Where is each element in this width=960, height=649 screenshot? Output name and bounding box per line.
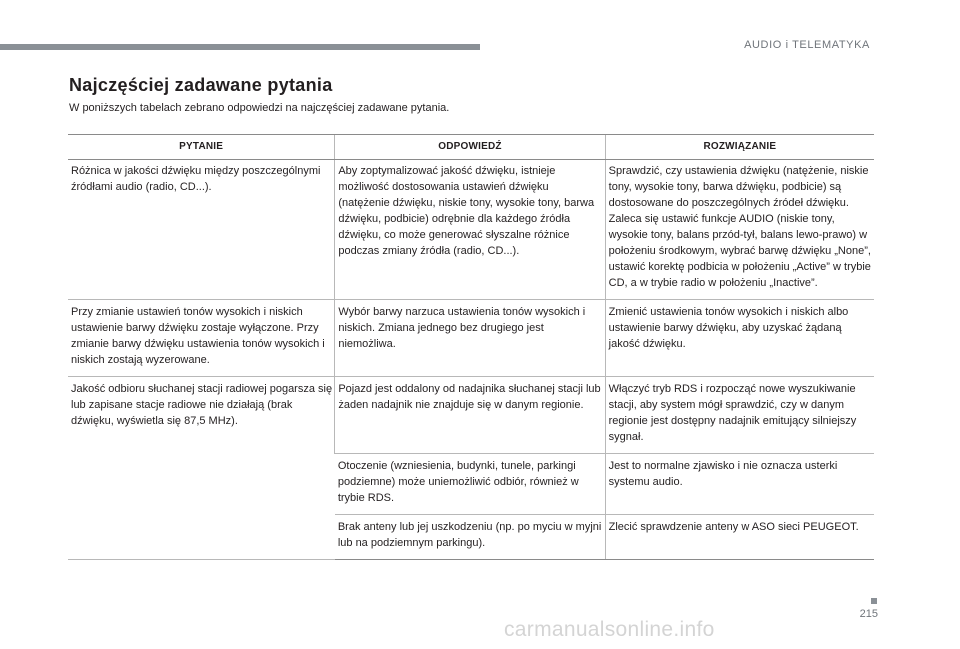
watermark: carmanualsonline.info [504,618,715,641]
table-row [68,300,874,377]
table-row [68,377,874,454]
header-rule [0,44,480,50]
column-header-solution: ROZWIĄZANIE [605,135,874,160]
answer-cell: Pojazd jest oddalony od nadajnika słuchanej stacji lub żaden nadajnik nie znajduje się w danym regionie. [335,377,605,454]
solution-cell: Zmienić ustawienia tonów wysokich i niskich albo ustawienie barwy dźwięku, aby uzyskać żądaną jakość dźwięku. [605,300,874,377]
solution-cell: Sprawdzić, czy ustawienia dźwięku (natężenie, niskie tony, wysokie tony, barwa dźwięku, podbicie) są dostosowane do poszczególnych źródeł dźwięku. Zaleca się ustawić funkcje AUDIO (niskie tony, wysokie tony, balans przód-tył, balans lewo-prawo) w położeniu środkowym, wybrać barwę dźwięku „None”, ustawić korektę podbicia w położeniu „Active” w trybie CD, a w trybie radio w położeniu „Inactive”. [605,160,874,300]
faq-table [68,134,874,560]
page-marker-square [871,598,877,604]
question-cell: Różnica w jakości dźwięku między poszczególnymi źródłami audio (radio, CD...). [68,160,335,300]
section-header: AUDIO i TELEMATYKA [744,39,870,51]
table-row [68,160,874,300]
question-cell: Jakość odbioru słuchanej stacji radiowej pogarsza się lub zapisane stacje radiowe nie działają (brak dźwięku, wyświetla się 87,5 MHz). [68,377,335,560]
solution-cell: Włączyć tryb RDS i rozpocząć nowe wyszukiwanie stacji, aby system mógł sprawdzić, czy w danym regionie jest dostępny nadajnik emitujący silniejszy sygnał. [605,377,874,454]
column-header-question: PYTANIE [68,135,335,160]
page-number: 215 [859,608,878,620]
answer-cell: Brak anteny lub jej uszkodzeniu (np. po myciu w myjni lub na podziemnym parkingu). [335,515,605,560]
answer-cell: Wybór barwy narzuca ustawienia tonów wysokich i niskich. Zmiana jednego bez drugiego jest niemożliwa. [335,300,605,377]
answer-cell: Otoczenie (wzniesienia, budynki, tunele, parkingi podziemne) może uniemożliwić odbiór, również w trybie RDS. [335,454,605,515]
solution-cell: Jest to normalne zjawisko i nie oznacza usterki systemu audio. [605,454,874,515]
question-cell: Przy zmianie ustawień tonów wysokich i niskich ustawienie barwy dźwięku zostaje wyłączone. Przy zmianie barwy dźwięku ustawienia tonów wysokich i niskich zostają wyzerowane. [68,300,335,377]
answer-cell: Aby zoptymalizować jakość dźwięku, istnieje możliwość dostosowania ustawień dźwięku (natężenie dźwięku, niskie tony, wysokie tony, barwa dźwięku, podbicie) odrębnie dla każdego źródła dźwięku, co może generować słyszalne różnice podczas zmiany źródła (radio, CD...). [335,160,605,300]
intro-text: W poniższych tabelach zebrano odpowiedzi na najczęściej zadawane pytania. [69,102,450,114]
column-header-answer: ODPOWIEDŹ [335,135,605,160]
page-title: Najczęściej zadawane pytania [69,75,333,95]
solution-cell: Zlecić sprawdzenie anteny w ASO sieci PEUGEOT. [605,515,874,560]
table-header-row [68,135,874,160]
